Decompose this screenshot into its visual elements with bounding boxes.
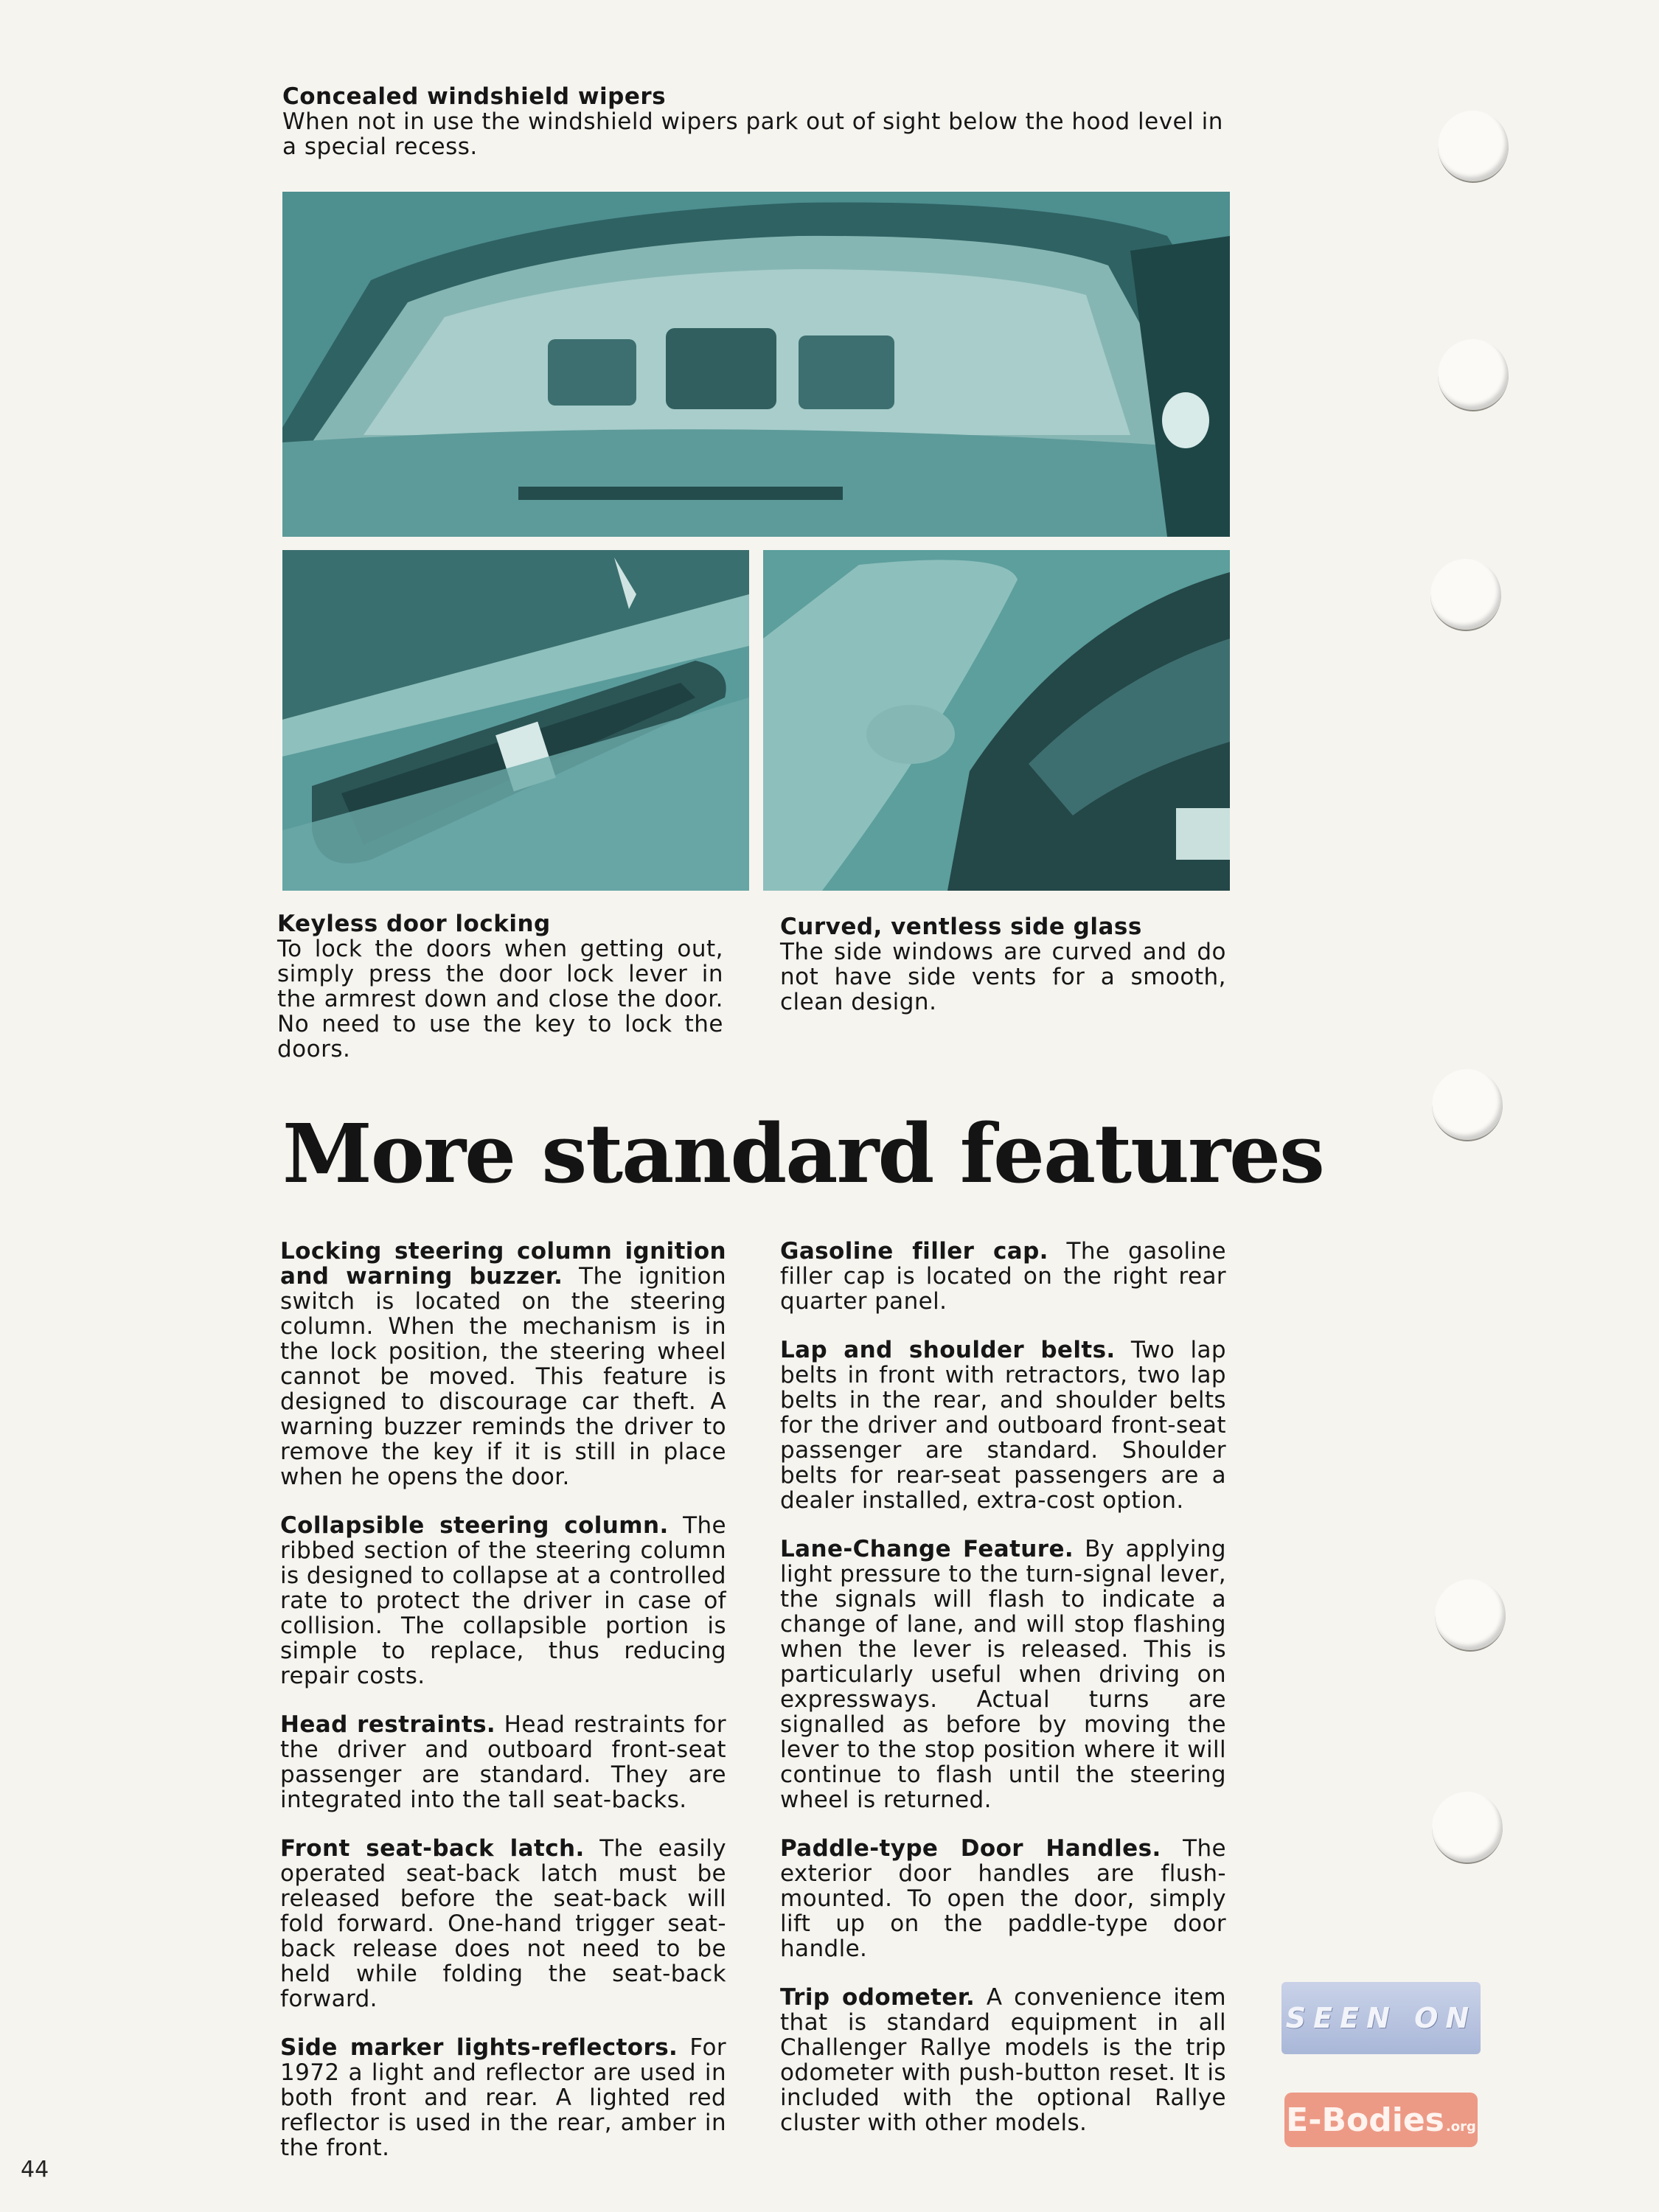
binder-hole bbox=[1432, 1069, 1503, 1141]
windshield-photo bbox=[282, 192, 1230, 537]
watermark-site: E-Bodies bbox=[1286, 2101, 1444, 2139]
wipers-feature bbox=[282, 84, 1226, 159]
watermark-suffix: .org bbox=[1445, 2118, 1476, 2135]
binder-hole bbox=[1438, 339, 1509, 411]
keyless-caption bbox=[277, 911, 723, 1062]
feature-item: Trip odometer. A convenience item that is standard equipment in all Challenger Rallye models is the trip odometer with push-button reset. It is included with the optional Rallye cluster with other models. bbox=[780, 1984, 1226, 2136]
keyless-body: To lock the doors when getting out, simply press the door lock lever in the armrest down and close the door. No need to use the key to lock the doors. bbox=[277, 936, 723, 1062]
section-title: More standard features bbox=[282, 1106, 1324, 1201]
wipers-body: When not in use the windshield wipers park out of sight below the hood level in a special recess. bbox=[282, 108, 1223, 160]
feature-item: Paddle-type Door Handles. The exterior door handles are flush-mounted. To open the door, simply lift up on the paddle-type door handle. bbox=[780, 1835, 1226, 1962]
door-lock-photo bbox=[282, 550, 749, 891]
left-feature-column bbox=[280, 1239, 726, 2184]
binder-hole bbox=[1430, 559, 1501, 631]
feature-item: Front seat-back latch. The easily operated seat-back latch must be released before the seat-back will fold forward. One-hand trigger seat-back release does not need to be held while folding the seat-back forward. bbox=[280, 1835, 726, 2012]
feature-item: Lane-Change Feature. By applying light pressure to the turn-signal lever, the signals will flash to indicate a change of lane, and will stop flashing when the lever is released. This is particularly useful when driving on expressways. Actual turns are signalled as before by moving the lever to the stop position where it will continue to flash until the steering wheel is returned. bbox=[780, 1536, 1226, 1813]
side-glass-heading: Curved, ventless side glass bbox=[780, 914, 1142, 940]
binder-hole bbox=[1438, 111, 1509, 183]
watermark-bottom bbox=[1284, 2093, 1478, 2147]
binder-hole bbox=[1435, 1579, 1506, 1652]
wipers-heading: Concealed windshield wipers bbox=[282, 83, 667, 110]
side-glass-body: The side windows are curved and do not have side vents for a smooth, clean design. bbox=[780, 939, 1226, 1015]
keyless-heading: Keyless door locking bbox=[277, 911, 551, 937]
feature-item: Locking steering column ignition and warning buzzer. The ignition switch is located on the steering column. When the mechanism is in the lock position, the steering wheel cannot be moved. This feature is designed to discourage car theft. A warning buzzer reminds the driver to remove the key if it is still in place when he opens the door. bbox=[280, 1238, 726, 1490]
feature-item: Gasoline filler cap. The gasoline filler cap is located on the right rear quarter panel. bbox=[780, 1238, 1226, 1315]
watermark-top: SEEN ON bbox=[1281, 1982, 1481, 2054]
feature-item: Collapsible steering column. The ribbed section of the steering column is designed to collapse at a controlled rate to protect the driver in case of collision. The collapsible portion is simple to replace, thus reducing repair costs. bbox=[280, 1512, 726, 1689]
side-glass-photo bbox=[763, 550, 1230, 891]
side-glass-caption bbox=[780, 914, 1226, 1015]
binder-hole bbox=[1432, 1792, 1503, 1864]
page-number: 44 bbox=[21, 2157, 49, 2183]
feature-item: Side marker lights-reflectors. For 1972 a light and reflector are used in both front and rear. A lighted red reflector is used in the rear, amber in the front. bbox=[280, 2034, 726, 2161]
right-feature-column bbox=[780, 1239, 1226, 2159]
feature-item: Lap and shoulder belts. Two lap belts in front with retractors, two lap belts in the rear, and shoulder belts for the driver and outboard front-seat passenger are standard. Shoulder belts for rear-seat passengers are a dealer installed, extra-cost option. bbox=[780, 1337, 1226, 1514]
feature-item: Head restraints. Head restraints for the driver and outboard front-seat passenger are standard. They are integrated into the tall seat-backs. bbox=[280, 1711, 726, 1813]
seen-on-ebodies-watermark bbox=[1281, 1982, 1481, 2149]
